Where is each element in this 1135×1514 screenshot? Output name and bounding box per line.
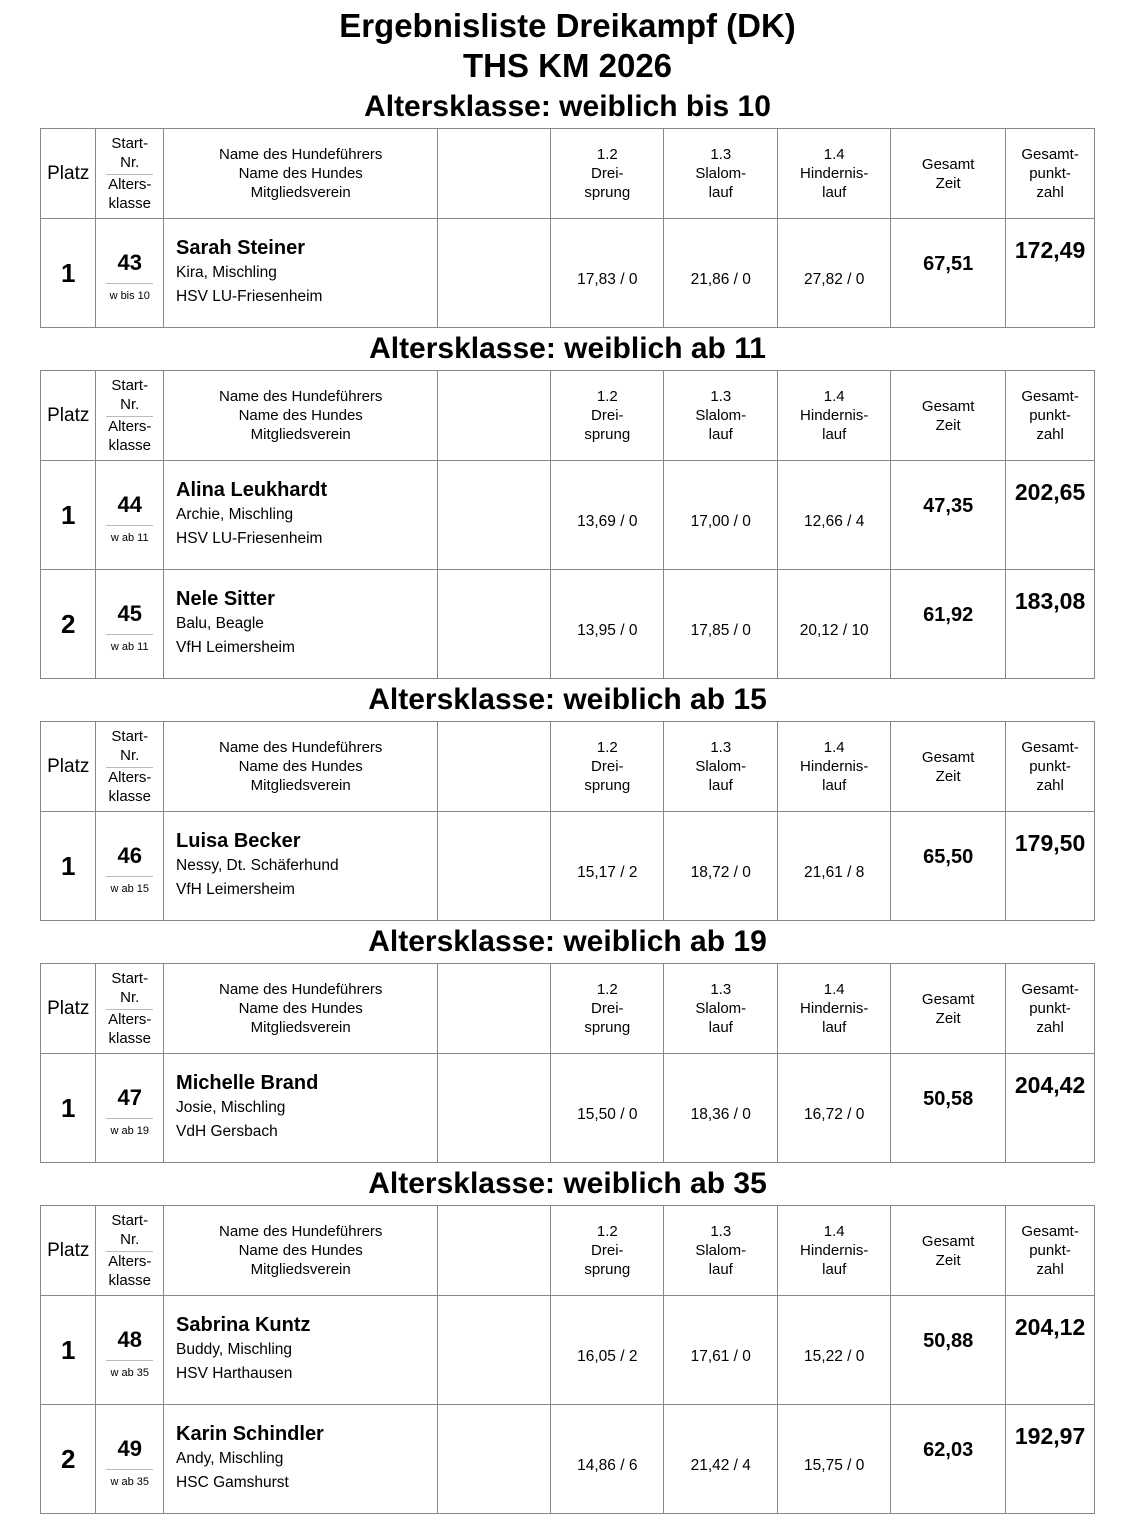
header-text: punkt-: [1029, 1000, 1071, 1017]
header-text: klasse: [108, 788, 152, 805]
handler-name: Sarah Steiner: [176, 237, 305, 259]
header-text: 1.3: [710, 146, 732, 163]
name-cell: [164, 1296, 438, 1405]
results-table: [40, 1205, 1095, 1514]
total-points: 204,12: [1006, 1296, 1095, 1405]
header-text: lauf: [822, 777, 847, 794]
header-text: sprung: [584, 777, 631, 794]
header-text: Nr.: [120, 989, 140, 1006]
header-text: Zeit: [935, 416, 961, 434]
header-text: Slalom-: [695, 1000, 747, 1017]
header-text: Alters-: [108, 769, 152, 786]
results-table: [40, 721, 1095, 921]
header-text: Start-: [111, 1212, 149, 1229]
start-number: 48: [106, 1316, 153, 1361]
header-text: Slalom-: [695, 407, 747, 424]
empty-cell: [438, 812, 551, 921]
total-points: 202,65: [1006, 461, 1095, 570]
header-text: Start-: [111, 728, 149, 745]
header-slalom: [664, 129, 778, 219]
header-text: punkt-: [1029, 407, 1071, 424]
age-class-heading: Altersklasse: weiblich ab 35: [368, 1167, 767, 1200]
header-dreisprung: [551, 964, 664, 1054]
dog-name: Balu, Beagle: [176, 615, 264, 632]
header-start-bottom: [96, 417, 163, 455]
header-text: Zeit: [935, 1009, 961, 1027]
dreisprung-value: 15,17 / 2: [551, 812, 664, 921]
header-hindernis: [778, 722, 891, 812]
name-cell: [164, 1405, 438, 1514]
header-text: Gesamt: [921, 990, 975, 1008]
header-gesamtpunktzahl: [1006, 371, 1095, 461]
platz-cell: 1: [41, 1296, 96, 1405]
header-text: 1.3: [710, 388, 732, 405]
header-text: Alters-: [108, 176, 152, 193]
header-hindernis: [778, 964, 891, 1054]
header-dreisprung: [551, 722, 664, 812]
header-text: Mitgliedsverein: [250, 426, 351, 443]
start-cell: [96, 1296, 164, 1405]
header-name: [164, 1206, 438, 1296]
slalom-value: 17,85 / 0: [664, 570, 778, 679]
header-text: 1.4: [823, 739, 845, 756]
total-points: 179,50: [1006, 812, 1095, 921]
hindernis-value: 12,66 / 4: [778, 461, 891, 570]
header-platz: Platz: [41, 1206, 96, 1296]
hindernis-value: 20,12 / 10: [778, 570, 891, 679]
header-gesamt-zeit: [891, 1206, 1006, 1296]
dog-name: Archie, Mischling: [176, 506, 294, 523]
table-header-row: [41, 129, 1095, 219]
header-name: [164, 129, 438, 219]
header-text: Drei-: [591, 165, 624, 182]
age-class-heading: Altersklasse: weiblich ab 19: [368, 925, 767, 958]
header-text: klasse: [108, 1272, 152, 1289]
header-text: 1.4: [823, 981, 845, 998]
name-cell: [164, 1054, 438, 1163]
header-text: Name des Hundes: [238, 165, 363, 182]
empty-cell: [438, 570, 551, 679]
header-start-top: [106, 727, 153, 768]
table-header-row: [41, 964, 1095, 1054]
club-name: HSV Harthausen: [176, 1365, 293, 1382]
header-start-bottom: [96, 175, 163, 213]
header-text: Gesamt-: [1021, 981, 1079, 998]
header-name: [164, 964, 438, 1054]
slalom-value: 18,72 / 0: [664, 812, 778, 921]
header-text: Hindernis-: [800, 758, 869, 775]
start-cell: [96, 570, 164, 679]
header-text: lauf: [708, 1261, 733, 1278]
header-name: [164, 722, 438, 812]
start-cell: [96, 812, 164, 921]
header-text: Alters-: [108, 418, 152, 435]
header-start: [96, 1206, 164, 1296]
age-class-heading: Altersklasse: weiblich ab 11: [369, 332, 766, 365]
table-row: [41, 570, 1095, 679]
header-start-top: [106, 134, 153, 175]
header-slalom: [664, 1206, 778, 1296]
header-text: Name des Hundeführers: [218, 981, 383, 998]
header-text: Start-: [111, 377, 149, 394]
name-cell: [164, 570, 438, 679]
hindernis-value: 15,75 / 0: [778, 1405, 891, 1514]
header-text: 1.3: [710, 1223, 732, 1240]
header-text: Name des Hundes: [238, 407, 363, 424]
header-text: punkt-: [1029, 165, 1071, 182]
total-points: 192,97: [1006, 1405, 1095, 1514]
header-text: Gesamt-: [1021, 388, 1079, 405]
total-points: 204,42: [1006, 1054, 1095, 1163]
dog-name: Kira, Mischling: [176, 264, 277, 281]
header-text: zahl: [1036, 1019, 1064, 1036]
age-class-label: w ab 35: [110, 1366, 150, 1379]
header-text: zahl: [1036, 426, 1064, 443]
dog-name: Nessy, Dt. Schäferhund: [176, 857, 339, 874]
header-text: lauf: [708, 184, 733, 201]
header-text: Zeit: [935, 767, 961, 785]
header-text: 1.3: [710, 739, 732, 756]
header-start-bottom: [96, 1010, 163, 1048]
header-text: Slalom-: [695, 1242, 747, 1259]
total-time: 67,51: [891, 219, 1006, 328]
page-subtitle: THS KM 2026: [462, 47, 673, 84]
handler-name: Karin Schindler: [176, 1423, 324, 1445]
header-text: klasse: [108, 195, 152, 212]
table-header-row: [41, 371, 1095, 461]
platz-cell: 1: [41, 461, 96, 570]
total-time: 62,03: [891, 1405, 1006, 1514]
club-name: HSV LU-Friesenheim: [176, 288, 323, 305]
header-text: Start-: [111, 135, 149, 152]
start-cell: [96, 1054, 164, 1163]
header-text: Name des Hundeführers: [218, 388, 383, 405]
header-text: Mitgliedsverein: [250, 1261, 351, 1278]
header-text: 1.2: [596, 739, 618, 756]
dog-name: Josie, Mischling: [176, 1099, 286, 1116]
header-text: lauf: [822, 184, 847, 201]
age-class-label: w ab 11: [110, 531, 149, 544]
header-text: klasse: [108, 1030, 152, 1047]
start-cell: [96, 219, 164, 328]
results-table: [40, 128, 1095, 328]
header-text: sprung: [584, 1019, 631, 1036]
slalom-value: 21,86 / 0: [664, 219, 778, 328]
start-number: 46: [106, 832, 153, 877]
header-hindernis: [778, 1206, 891, 1296]
age-class-heading: Altersklasse: weiblich bis 10: [364, 90, 771, 123]
name-cell: [164, 461, 438, 570]
header-text: sprung: [584, 426, 631, 443]
header-start-bottom: [96, 1252, 163, 1290]
header-text: lauf: [708, 777, 733, 794]
handler-name: Michelle Brand: [176, 1072, 319, 1094]
header-start: [96, 371, 164, 461]
header-text: Alters-: [108, 1011, 152, 1028]
club-name: VfH Leimersheim: [176, 881, 295, 898]
results-sections: [0, 90, 1135, 1514]
header-text: Slalom-: [695, 165, 747, 182]
header-text: klasse: [108, 437, 152, 454]
hindernis-value: 27,82 / 0: [778, 219, 891, 328]
header-text: Hindernis-: [800, 1242, 869, 1259]
start-cell: [96, 461, 164, 570]
table-row: [41, 461, 1095, 570]
header-empty: [438, 722, 551, 812]
header-start-top: [106, 969, 153, 1010]
header-text: lauf: [822, 426, 847, 443]
header-text: Drei-: [591, 758, 624, 775]
header-text: Nr.: [120, 1231, 140, 1248]
header-text: Start-: [111, 970, 149, 987]
club-name: VdH Gersbach: [176, 1123, 278, 1140]
header-start: [96, 129, 164, 219]
age-class-label: w ab 19: [110, 1124, 150, 1137]
header-empty: [438, 1206, 551, 1296]
header-gesamtpunktzahl: [1006, 1206, 1095, 1296]
header-text: 1.4: [823, 1223, 845, 1240]
start-number: 47: [106, 1074, 153, 1119]
platz-cell: 1: [41, 1054, 96, 1163]
header-text: lauf: [708, 1019, 733, 1036]
header-text: Mitgliedsverein: [250, 1019, 351, 1036]
hindernis-value: 16,72 / 0: [778, 1054, 891, 1163]
platz-cell: 1: [41, 812, 96, 921]
header-empty: [438, 371, 551, 461]
header-text: 1.4: [823, 146, 845, 163]
header-start: [96, 964, 164, 1054]
age-class-label: w bis 10: [109, 289, 150, 302]
table-row: [41, 1405, 1095, 1514]
header-text: Nr.: [120, 396, 140, 413]
empty-cell: [438, 1296, 551, 1405]
header-dreisprung: [551, 371, 664, 461]
total-time: 50,58: [891, 1054, 1006, 1163]
header-gesamt-zeit: [891, 371, 1006, 461]
header-gesamtpunktzahl: [1006, 722, 1095, 812]
start-number: 49: [106, 1425, 153, 1470]
empty-cell: [438, 1405, 551, 1514]
header-hindernis: [778, 129, 891, 219]
header-text: Slalom-: [695, 758, 747, 775]
header-gesamt-zeit: [891, 722, 1006, 812]
total-time: 50,88: [891, 1296, 1006, 1405]
total-points: 172,49: [1006, 219, 1095, 328]
age-class-label: w ab 15: [110, 882, 150, 895]
handler-name: Sabrina Kuntz: [176, 1314, 311, 1336]
dreisprung-value: 17,83 / 0: [551, 219, 664, 328]
table-row: [41, 1296, 1095, 1405]
hindernis-value: 15,22 / 0: [778, 1296, 891, 1405]
header-text: Hindernis-: [800, 165, 869, 182]
slalom-value: 21,42 / 4: [664, 1405, 778, 1514]
header-text: lauf: [822, 1019, 847, 1036]
header-text: 1.2: [596, 1223, 618, 1240]
header-platz: Platz: [41, 722, 96, 812]
header-text: Gesamt: [921, 397, 975, 415]
header-text: Gesamt: [921, 1232, 975, 1250]
header-text: Gesamt-: [1021, 146, 1079, 163]
header-slalom: [664, 964, 778, 1054]
name-cell: [164, 219, 438, 328]
total-time: 47,35: [891, 461, 1006, 570]
slalom-value: 17,61 / 0: [664, 1296, 778, 1405]
header-text: 1.2: [596, 981, 618, 998]
dog-name: Andy, Mischling: [176, 1450, 284, 1467]
start-number: 43: [106, 239, 153, 284]
header-text: Hindernis-: [800, 1000, 869, 1017]
header-text: Zeit: [935, 1251, 961, 1269]
header-text: sprung: [584, 184, 631, 201]
header-text: Nr.: [120, 154, 140, 171]
dreisprung-value: 13,69 / 0: [551, 461, 664, 570]
header-text: Name des Hundes: [238, 758, 363, 775]
table-row: [41, 1054, 1095, 1163]
page-title: Ergebnisliste Dreikampf (DK): [339, 7, 796, 44]
header-text: Drei-: [591, 407, 624, 424]
age-class-heading: Altersklasse: weiblich ab 15: [368, 683, 767, 716]
total-time: 65,50: [891, 812, 1006, 921]
header-text: Mitgliedsverein: [250, 777, 351, 794]
table-header-row: [41, 1206, 1095, 1296]
dreisprung-value: 13,95 / 0: [551, 570, 664, 679]
start-number: 44: [106, 481, 153, 526]
header-text: 1.4: [823, 388, 845, 405]
header-slalom: [664, 371, 778, 461]
handler-name: Nele Sitter: [176, 588, 275, 610]
header-text: punkt-: [1029, 1242, 1071, 1259]
header-text: Gesamt-: [1021, 1223, 1079, 1240]
header-text: Drei-: [591, 1000, 624, 1017]
hindernis-value: 21,61 / 8: [778, 812, 891, 921]
start-number: 45: [106, 590, 153, 635]
header-hindernis: [778, 371, 891, 461]
handler-name: Alina Leukhardt: [176, 479, 328, 501]
header-platz: Platz: [41, 129, 96, 219]
header-text: Name des Hundeführers: [218, 739, 383, 756]
header-text: Alters-: [108, 1253, 152, 1270]
header-text: zahl: [1036, 184, 1064, 201]
total-time: 61,92: [891, 570, 1006, 679]
header-text: sprung: [584, 1261, 631, 1278]
dreisprung-value: 15,50 / 0: [551, 1054, 664, 1163]
header-start: [96, 722, 164, 812]
header-text: Name des Hundeführers: [218, 146, 383, 163]
empty-cell: [438, 1054, 551, 1163]
header-start-bottom: [96, 768, 163, 806]
table-header-row: [41, 722, 1095, 812]
header-dreisprung: [551, 129, 664, 219]
start-cell: [96, 1405, 164, 1514]
header-text: 1.2: [596, 388, 618, 405]
header-gesamt-zeit: [891, 964, 1006, 1054]
slalom-value: 17,00 / 0: [664, 461, 778, 570]
header-text: Name des Hundes: [238, 1000, 363, 1017]
age-class-label: w ab 35: [110, 1475, 150, 1488]
header-slalom: [664, 722, 778, 812]
header-text: Drei-: [591, 1242, 624, 1259]
table-row: [41, 812, 1095, 921]
dreisprung-value: 16,05 / 2: [551, 1296, 664, 1405]
dreisprung-value: 14,86 / 6: [551, 1405, 664, 1514]
platz-cell: 2: [41, 1405, 96, 1514]
header-dreisprung: [551, 1206, 664, 1296]
club-name: HSC Gamshurst: [176, 1474, 289, 1491]
header-text: punkt-: [1029, 758, 1071, 775]
header-text: Gesamt: [921, 748, 975, 766]
age-class-label: w ab 11: [110, 640, 149, 653]
header-text: lauf: [822, 1261, 847, 1278]
header-name: [164, 371, 438, 461]
header-text: Nr.: [120, 747, 140, 764]
handler-name: Luisa Becker: [176, 830, 301, 852]
header-text: zahl: [1036, 777, 1064, 794]
empty-cell: [438, 461, 551, 570]
header-text: Gesamt: [921, 155, 975, 173]
header-text: lauf: [708, 426, 733, 443]
header-text: zahl: [1036, 1261, 1064, 1278]
header-gesamtpunktzahl: [1006, 129, 1095, 219]
platz-cell: 1: [41, 219, 96, 328]
header-empty: [438, 129, 551, 219]
header-text: Zeit: [935, 174, 961, 192]
header-text: Mitgliedsverein: [250, 184, 351, 201]
platz-cell: 2: [41, 570, 96, 679]
header-text: Gesamt-: [1021, 739, 1079, 756]
header-start-top: [106, 376, 153, 417]
header-text: Hindernis-: [800, 407, 869, 424]
header-platz: Platz: [41, 964, 96, 1054]
header-text: Name des Hundes: [238, 1242, 363, 1259]
club-name: HSV LU-Friesenheim: [176, 530, 323, 547]
dog-name: Buddy, Mischling: [176, 1341, 293, 1358]
slalom-value: 18,36 / 0: [664, 1054, 778, 1163]
empty-cell: [438, 219, 551, 328]
total-points: 183,08: [1006, 570, 1095, 679]
header-gesamtpunktzahl: [1006, 964, 1095, 1054]
results-table: [40, 963, 1095, 1163]
header-text: 1.2: [596, 146, 618, 163]
club-name: VfH Leimersheim: [176, 639, 295, 656]
name-cell: [164, 812, 438, 921]
results-table: [40, 370, 1095, 679]
header-empty: [438, 964, 551, 1054]
header-text: 1.3: [710, 981, 732, 998]
header-platz: Platz: [41, 371, 96, 461]
table-row: [41, 219, 1095, 328]
header-start-top: [106, 1211, 153, 1252]
header-text: Name des Hundeführers: [218, 1223, 383, 1240]
header-gesamt-zeit: [891, 129, 1006, 219]
